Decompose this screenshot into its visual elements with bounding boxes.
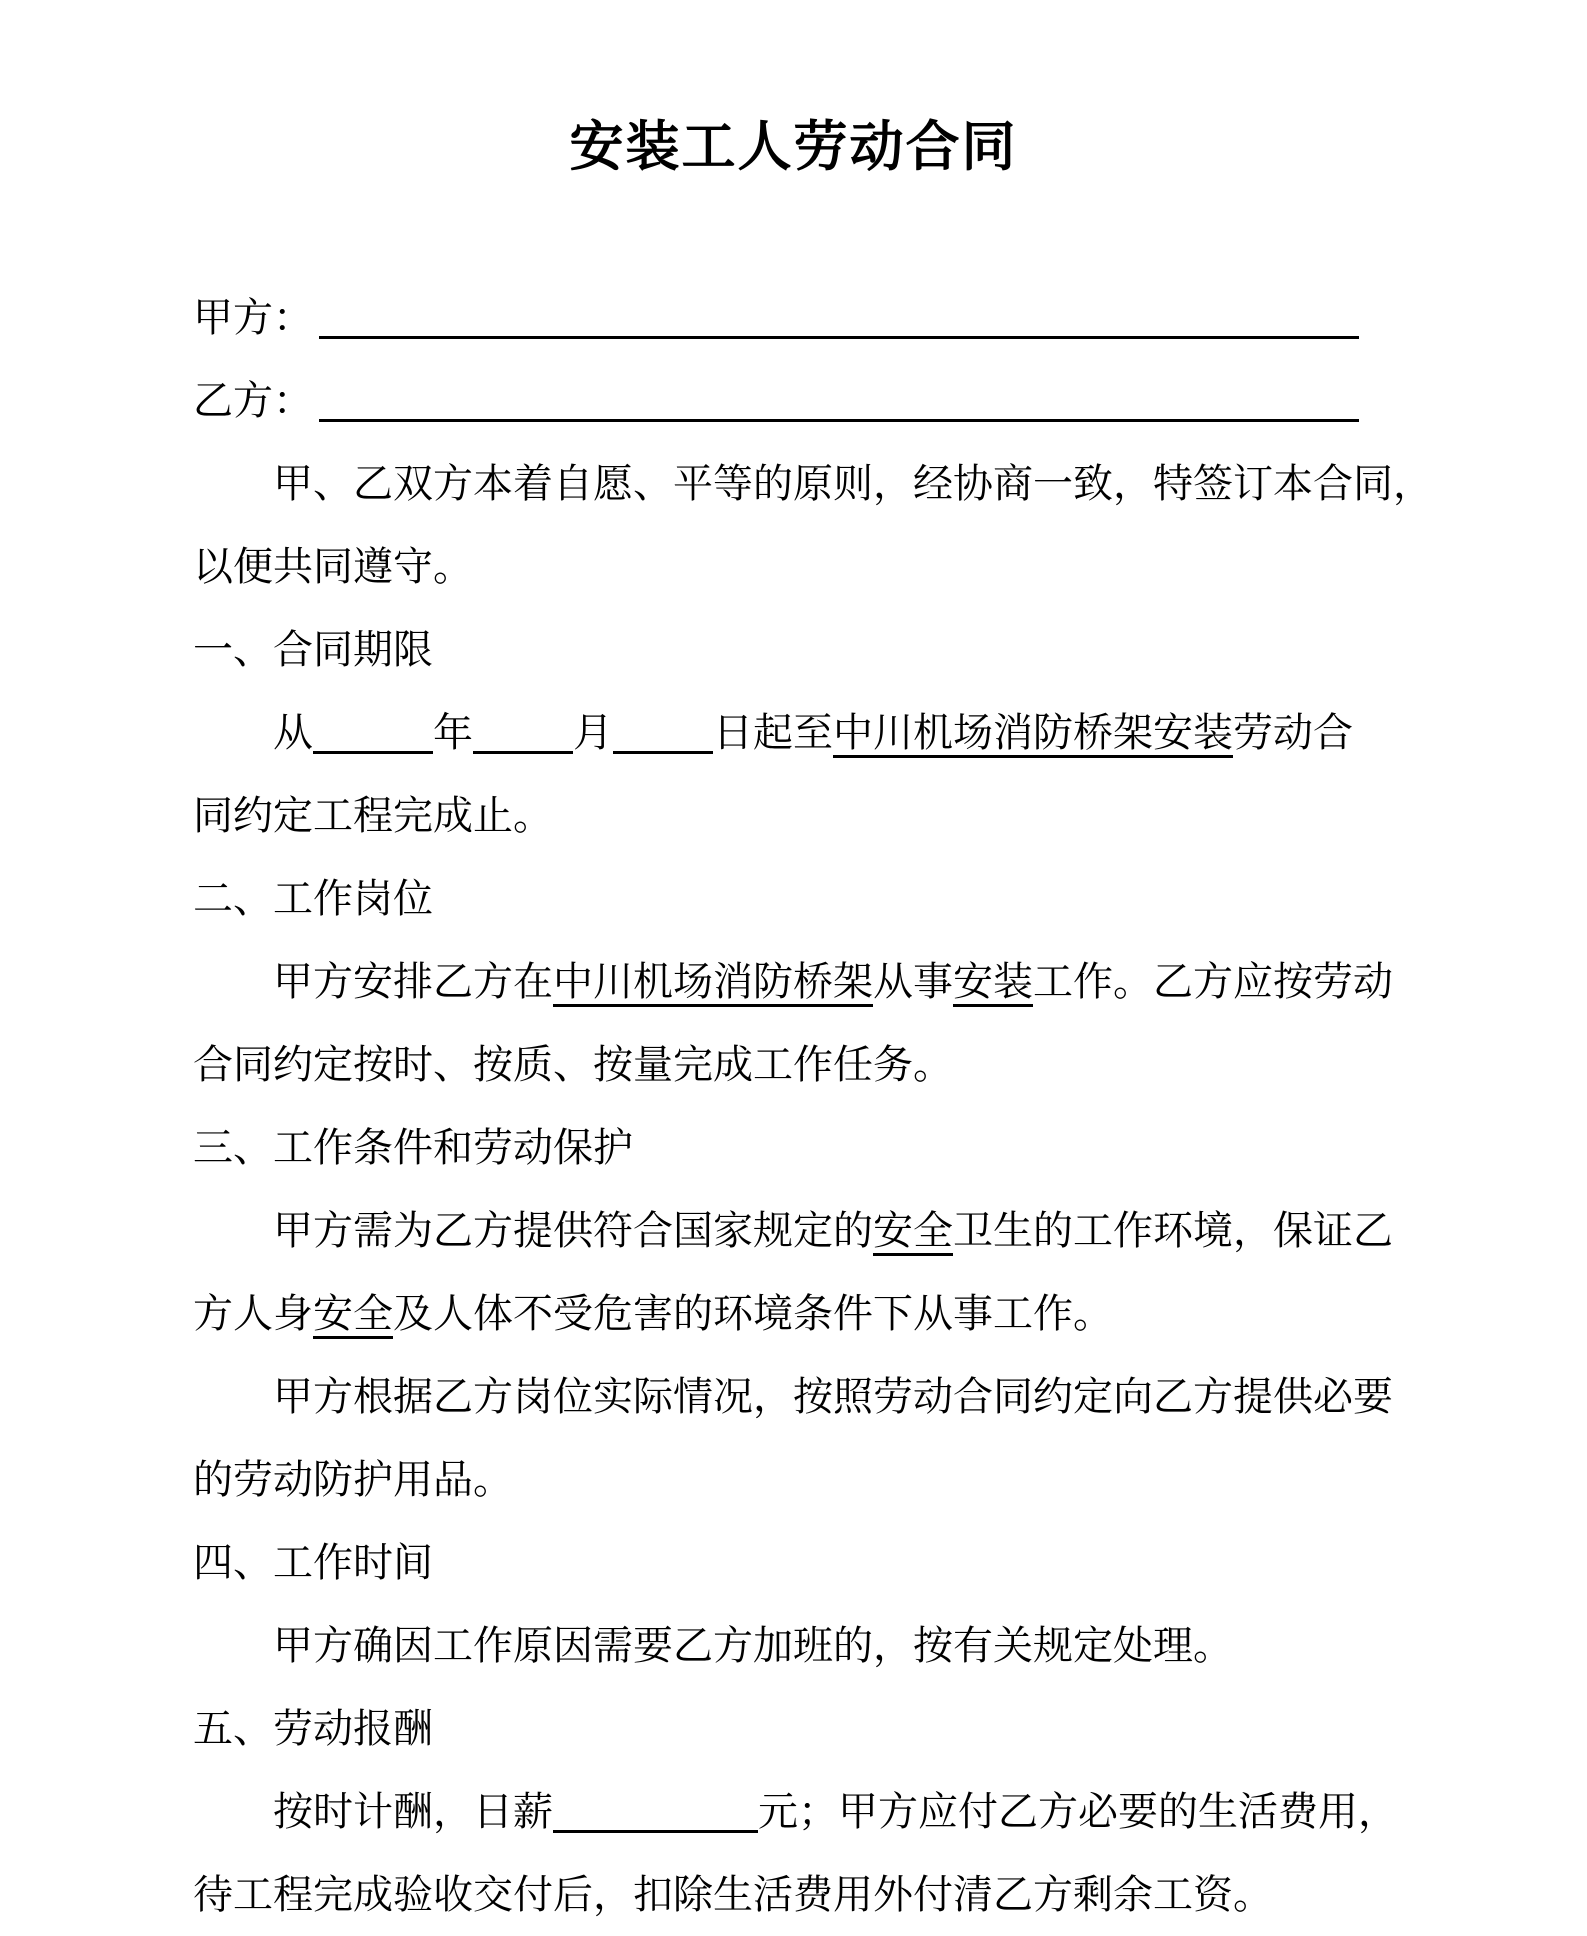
safety-underlined-1: 安全 bbox=[873, 1208, 953, 1253]
wage-seg-2: 元；甲方应付乙方必要的生活费用， bbox=[758, 1789, 1398, 1834]
term-line-2-text: 同约定工程完成止。 bbox=[193, 793, 553, 838]
protection-seg-2: 卫生的工作环境，保证乙 bbox=[953, 1208, 1393, 1253]
section-3-heading-text: 三、工作条件和劳动保护 bbox=[193, 1125, 633, 1170]
party-b-blank-field[interactable] bbox=[319, 418, 1359, 422]
section-1-term-line-2 bbox=[193, 774, 1587, 857]
term-day-to-label: 日起至 bbox=[713, 710, 833, 755]
document-body bbox=[0, 190, 1587, 1936]
preamble-text-2: 以便共同遵守。 bbox=[193, 544, 473, 589]
section-4-heading-text: 四、工作时间 bbox=[193, 1540, 433, 1585]
preamble-text-1: 甲、乙双方本着自愿、平等的原则，经协商一致，特签订本合同， bbox=[273, 461, 1433, 506]
section-2-paragraph-line-1 bbox=[193, 940, 1587, 1023]
year-blank-field[interactable] bbox=[313, 750, 433, 754]
section-2-heading bbox=[193, 857, 1587, 940]
preamble-line-1 bbox=[193, 442, 1587, 525]
job-type-underlined: 安装 bbox=[953, 959, 1033, 1004]
protection-seg-1: 甲方需为乙方提供符合国家规定的 bbox=[273, 1208, 873, 1253]
section-4-paragraph bbox=[193, 1604, 1587, 1687]
job-seg-1: 甲方安排乙方在 bbox=[273, 959, 553, 1004]
section-5-heading-text: 五、劳动报酬 bbox=[193, 1706, 433, 1751]
section-2-paragraph-line-2 bbox=[193, 1023, 1587, 1106]
document-title: 安装工人劳动合同 bbox=[569, 117, 1018, 177]
job-seg-2: 从事 bbox=[873, 959, 953, 1004]
section-2-heading-text: 二、工作岗位 bbox=[193, 876, 433, 921]
protection-seg-3: 方人身 bbox=[193, 1291, 313, 1336]
section-1-term-line bbox=[193, 691, 1587, 774]
section-3-paragraph-1-line-1 bbox=[193, 1189, 1587, 1272]
day-blank-field[interactable] bbox=[613, 750, 713, 754]
section-5-paragraph-line-2 bbox=[193, 1853, 1587, 1936]
daily-wage-blank-field[interactable] bbox=[553, 1829, 758, 1833]
party-a-line bbox=[193, 276, 1587, 359]
section-5-paragraph-line-1 bbox=[193, 1770, 1587, 1853]
wage-seg-1: 按时计酬，日薪 bbox=[273, 1789, 553, 1834]
job-line-2-text: 合同约定按时、按质、按量完成工作任务。 bbox=[193, 1042, 953, 1087]
section-1-heading-text: 一、合同期限 bbox=[193, 627, 433, 672]
party-a-label: 甲方： bbox=[193, 295, 313, 340]
supplies-line-2-text: 的劳动防护用品。 bbox=[193, 1457, 513, 1502]
section-3-paragraph-1-line-2 bbox=[193, 1272, 1587, 1355]
month-blank-field[interactable] bbox=[473, 750, 573, 754]
section-3-heading bbox=[193, 1106, 1587, 1189]
term-tail-text: 劳动合 bbox=[1233, 710, 1353, 755]
preamble-line-2 bbox=[193, 525, 1587, 608]
party-b-line bbox=[193, 359, 1587, 442]
party-b-label: 乙方： bbox=[193, 378, 313, 423]
term-from-label: 从 bbox=[273, 710, 313, 755]
section-3-paragraph-2-line-1 bbox=[193, 1355, 1587, 1438]
safety-underlined-2: 安全 bbox=[313, 1291, 393, 1336]
job-project-name-underlined: 中川机场消防桥架 bbox=[553, 959, 873, 1004]
party-a-blank-field[interactable] bbox=[319, 335, 1359, 339]
section-4-heading bbox=[193, 1521, 1587, 1604]
protection-seg-4: 及人体不受危害的环境条件下从事工作。 bbox=[393, 1291, 1113, 1336]
wage-line-2-text: 待工程完成验收交付后，扣除生活费用外付清乙方剩余工资。 bbox=[193, 1872, 1273, 1917]
job-seg-3: 工作。乙方应按劳动 bbox=[1033, 959, 1393, 1004]
section-3-paragraph-2-line-2 bbox=[193, 1438, 1587, 1521]
term-project-name-underlined: 中川机场消防桥架安装 bbox=[833, 710, 1233, 755]
overtime-text: 甲方确因工作原因需要乙方加班的，按有关规定处理。 bbox=[273, 1623, 1233, 1668]
supplies-line-1-text: 甲方根据乙方岗位实际情况，按照劳动合同约定向乙方提供必要 bbox=[273, 1374, 1393, 1419]
section-1-heading bbox=[193, 608, 1587, 691]
term-year-label: 年 bbox=[433, 710, 473, 755]
term-month-label: 月 bbox=[573, 710, 613, 755]
section-5-heading bbox=[193, 1687, 1587, 1770]
